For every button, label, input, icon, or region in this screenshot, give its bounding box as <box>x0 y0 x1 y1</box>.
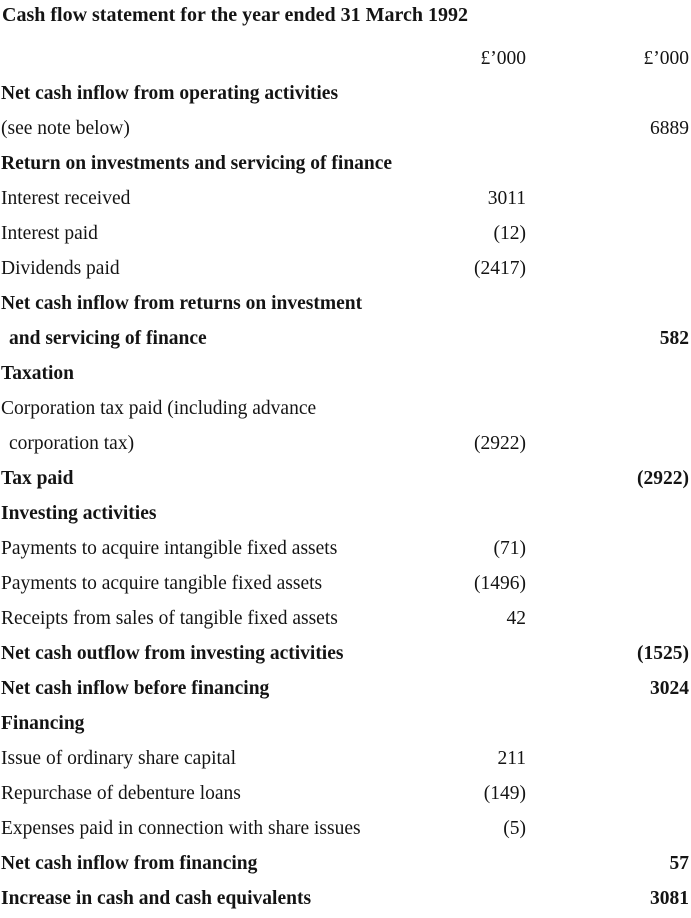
row-value-col1: (1496) <box>474 573 526 594</box>
statement-row <box>0 363 691 393</box>
statement-row <box>0 188 691 218</box>
column-header-1: £’000 <box>480 48 526 69</box>
column-header-row <box>0 48 691 78</box>
row-value-col1: (12) <box>493 223 526 244</box>
row-label: Tax paid <box>1 468 74 489</box>
row-value-col2: 57 <box>669 853 689 874</box>
row-value-col1: (2922) <box>474 433 526 454</box>
row-label: Expenses paid in connection with share issues <box>1 818 361 839</box>
statement-row <box>0 573 691 603</box>
statement-row <box>0 713 691 743</box>
statement-row <box>0 643 691 673</box>
row-label: corporation tax) <box>9 433 135 454</box>
row-label: (see note below) <box>1 118 130 139</box>
statement-row <box>0 783 691 813</box>
row-value-col1: (2417) <box>474 258 526 279</box>
statement-row <box>0 748 691 778</box>
statement-row <box>0 153 691 183</box>
row-label: Dividends paid <box>1 258 120 279</box>
statement-row <box>0 678 691 708</box>
column-header-2: £’000 <box>643 48 689 69</box>
row-value-col2: (2922) <box>637 468 689 489</box>
row-label: Taxation <box>1 363 74 384</box>
row-label: Financing <box>1 713 85 734</box>
row-label: Increase in cash and cash equivalents <box>1 888 312 909</box>
statement-row <box>0 433 691 463</box>
row-value-col2: 6889 <box>650 118 689 139</box>
row-label: Issue of ordinary share capital <box>1 748 236 769</box>
statement-row <box>0 468 691 498</box>
row-label: Receipts from sales of tangible fixed assets <box>1 608 338 629</box>
statement-row <box>0 258 691 288</box>
row-label: Corporation tax paid (including advance <box>1 398 317 419</box>
row-value-col1: (5) <box>503 818 526 839</box>
row-label: Return on investments and servicing of finance <box>1 153 393 174</box>
statement-row <box>0 608 691 638</box>
row-label: and servicing of finance <box>9 328 207 349</box>
row-label: Investing activities <box>1 503 157 524</box>
row-label: Interest received <box>1 188 131 209</box>
row-value-col2: 582 <box>659 328 689 349</box>
row-label: Interest paid <box>1 223 98 244</box>
row-value-col2: (1525) <box>637 643 689 664</box>
statement-row <box>0 223 691 253</box>
row-label: Net cash inflow from financing <box>1 853 258 874</box>
row-value-col1: 211 <box>497 748 526 769</box>
statement-row <box>0 118 691 148</box>
row-value-col1: (149) <box>483 783 526 804</box>
statement-row <box>0 398 691 428</box>
row-value-col1: (71) <box>493 538 526 559</box>
row-value-col2: 3024 <box>650 678 689 699</box>
row-label: Net cash inflow from returns on investment <box>1 293 363 314</box>
statement-row <box>0 503 691 533</box>
row-value-col1: 3011 <box>487 188 526 209</box>
row-label: Payments to acquire tangible fixed assets <box>1 573 323 594</box>
row-label: Net cash inflow from operating activities <box>1 83 339 104</box>
statement-title: Cash flow statement for the year ended 31 March 1992 <box>2 4 469 26</box>
statement-row <box>0 853 691 883</box>
row-label: Repurchase of debenture loans <box>1 783 241 804</box>
row-label: Payments to acquire intangible fixed assets <box>1 538 338 559</box>
statement-row <box>0 293 691 323</box>
row-label: Net cash inflow before financing <box>1 678 270 699</box>
row-value-col1: 42 <box>506 608 526 629</box>
statement-row <box>0 818 691 848</box>
statement-row <box>0 538 691 568</box>
statement-row <box>0 83 691 113</box>
row-value-col2: 3081 <box>650 888 689 909</box>
statement-row <box>0 328 691 358</box>
row-label: Net cash outflow from investing activities <box>1 643 344 664</box>
